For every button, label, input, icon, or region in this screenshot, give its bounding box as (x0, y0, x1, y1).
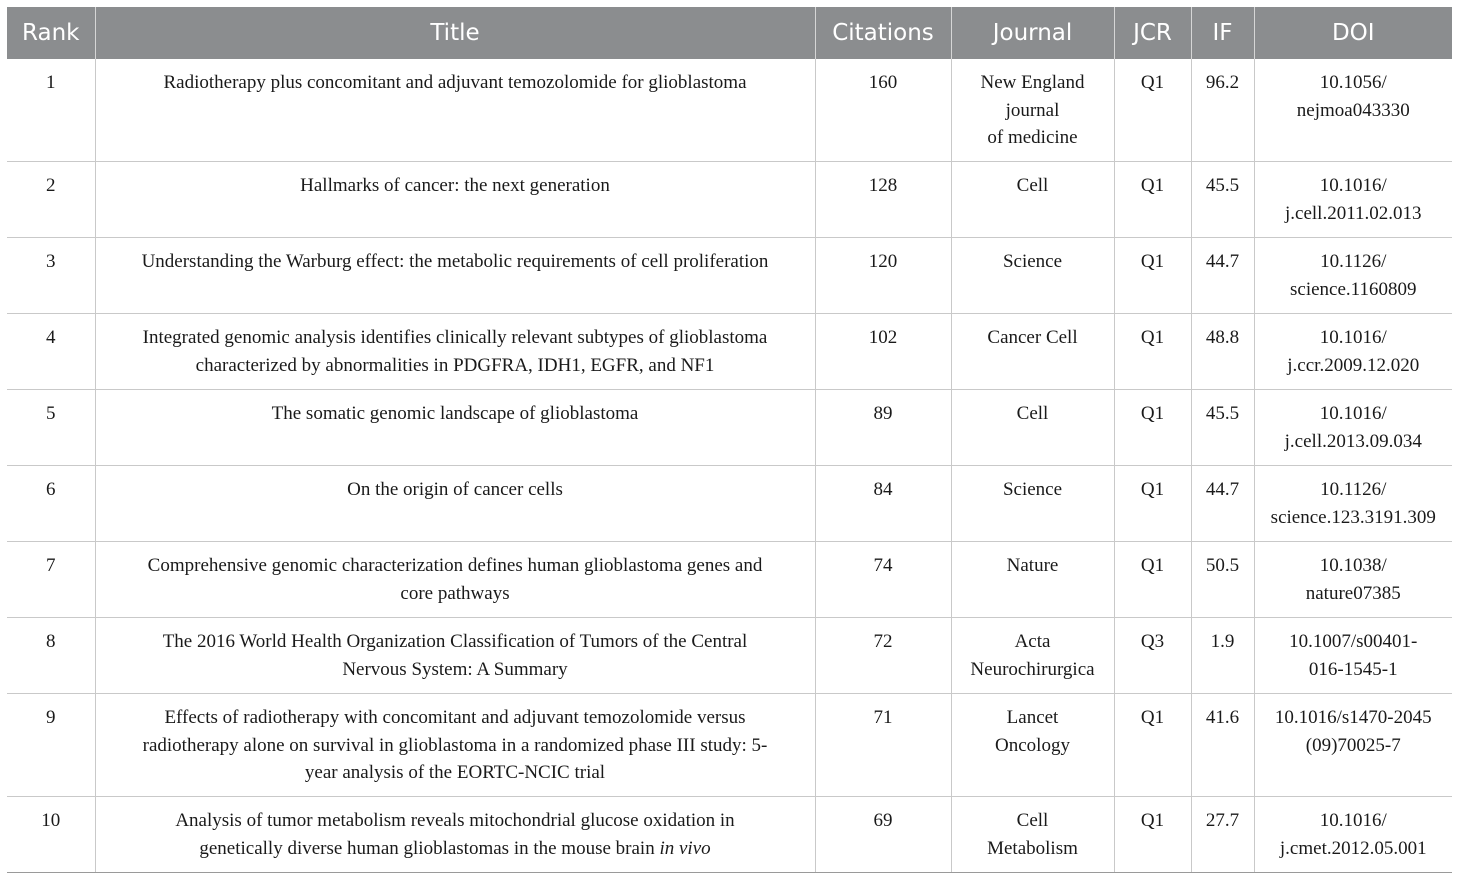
doi-line: j.cell.2011.02.013 (1285, 202, 1422, 224)
journal-line: Lancet (1006, 707, 1059, 728)
title-line: Radiotherapy plus concomitant and adjuvant temozolomide for glioblastoma (163, 72, 747, 93)
title-line: genetically diverse human glioblastomas in the mouse brain (199, 837, 660, 859)
doi-cell (1254, 797, 1452, 873)
header-title: Title (95, 7, 815, 59)
title-italic-term: in vivo (659, 837, 711, 859)
journal-line: Cancer Cell (987, 327, 1078, 348)
title-line: radiotherapy alone on survival in glioblastoma in a randomized phase III study: 5- (142, 734, 768, 756)
citations-cell: 71 (815, 694, 951, 797)
doi-cell (1254, 694, 1452, 797)
title-line: The 2016 World Health Organization Classification of Tumors of the Central (162, 631, 748, 652)
journal-line: Cell (1016, 403, 1049, 424)
title-line: Analysis of tumor metabolism reveals mitochondrial glucose oxidation in (175, 810, 735, 831)
header-journal: Journal (951, 7, 1114, 59)
doi-line: 10.1126/ (1320, 479, 1387, 500)
journal-cell (951, 542, 1114, 618)
journal-line: Neurochirurgica (970, 658, 1095, 680)
journal-line: Metabolism (987, 837, 1078, 859)
title-cell (95, 618, 815, 694)
rank-cell: 8 (7, 618, 95, 694)
header-if: IF (1191, 7, 1254, 59)
doi-line: 10.1016/s1470-2045 (1274, 707, 1432, 728)
table-row (7, 314, 1452, 390)
rank-cell: 3 (7, 238, 95, 314)
title-line: year analysis of the EORTC-NCIC trial (304, 762, 606, 784)
impact-factor-cell: 50.5 (1191, 542, 1254, 618)
journal-cell (951, 618, 1114, 694)
jcr-cell: Q1 (1114, 542, 1191, 618)
title-line: Nervous System: A Summary (342, 658, 568, 680)
rank-cell: 5 (7, 390, 95, 466)
journal-cell (951, 59, 1114, 162)
doi-cell (1254, 390, 1452, 466)
title-line: The somatic genomic landscape of glioblastoma (271, 403, 639, 424)
rank-cell: 1 (7, 59, 95, 162)
rank-cell: 2 (7, 162, 95, 238)
journal-cell (951, 466, 1114, 542)
table-header (7, 7, 1452, 59)
table-row (7, 162, 1452, 238)
jcr-cell: Q1 (1114, 466, 1191, 542)
citations-cell: 72 (815, 618, 951, 694)
doi-line: j.ccr.2009.12.020 (1287, 354, 1420, 376)
table-row (7, 542, 1452, 618)
journal-line: Oncology (995, 734, 1070, 756)
citations-cell: 120 (815, 238, 951, 314)
title-cell (95, 390, 815, 466)
doi-line: science.1160809 (1290, 278, 1417, 300)
title-line: Effects of radiotherapy with concomitant and adjuvant temozolomide versus (164, 707, 746, 728)
top-cited-papers-table (7, 7, 1452, 873)
title-line: Comprehensive genomic characterization defines human glioblastoma genes and (147, 555, 763, 576)
journal-line: Acta (1014, 631, 1051, 652)
journal-line: of medicine (987, 127, 1078, 149)
doi-cell (1254, 59, 1452, 162)
header-jcr: JCR (1114, 7, 1191, 59)
citations-cell: 102 (815, 314, 951, 390)
doi-line: j.cell.2013.09.034 (1284, 430, 1422, 452)
impact-factor-cell: 1.9 (1191, 618, 1254, 694)
impact-factor-cell: 27.7 (1191, 797, 1254, 873)
jcr-cell: Q1 (1114, 162, 1191, 238)
table-body (7, 59, 1452, 873)
title-line: Integrated genomic analysis identifies clinically relevant subtypes of glioblastoma (142, 327, 768, 348)
title-line: On the origin of cancer cells (347, 479, 563, 500)
impact-factor-cell: 44.7 (1191, 466, 1254, 542)
title-cell (95, 694, 815, 797)
citations-cell: 89 (815, 390, 951, 466)
doi-line: 10.1016/ (1319, 810, 1387, 831)
table-row (7, 797, 1452, 873)
journal-cell (951, 314, 1114, 390)
doi-line: 016-1545-1 (1308, 658, 1398, 680)
doi-line: nature07385 (1305, 582, 1401, 604)
doi-line: 10.1038/ (1319, 555, 1387, 576)
table-row (7, 466, 1452, 542)
title-cell (95, 542, 815, 618)
doi-line: j.cmet.2012.05.001 (1279, 837, 1427, 859)
impact-factor-cell: 48.8 (1191, 314, 1254, 390)
jcr-cell: Q1 (1114, 390, 1191, 466)
jcr-cell: Q1 (1114, 797, 1191, 873)
impact-factor-cell: 45.5 (1191, 390, 1254, 466)
doi-line: 10.1016/ (1319, 403, 1387, 424)
title-line: core pathways (400, 582, 510, 604)
title-line: Understanding the Warburg effect: the metabolic requirements of cell proliferation (141, 251, 769, 272)
table-row (7, 618, 1452, 694)
doi-line: (09)70025-7 (1305, 734, 1401, 756)
journal-line: Cell (1016, 175, 1049, 196)
title-cell (95, 59, 815, 162)
doi-line: 10.1007/s00401- (1289, 631, 1418, 652)
table-row (7, 238, 1452, 314)
table-row (7, 59, 1452, 162)
header-doi: DOI (1254, 7, 1452, 59)
journal-line: Science (1002, 479, 1063, 500)
doi-line: 10.1056/ (1319, 72, 1387, 93)
journal-cell (951, 162, 1114, 238)
journal-line: journal (1005, 99, 1060, 121)
impact-factor-cell: 45.5 (1191, 162, 1254, 238)
header-row (7, 7, 1452, 59)
rank-cell: 9 (7, 694, 95, 797)
table-row (7, 390, 1452, 466)
journal-line: Nature (1006, 555, 1059, 576)
title-cell (95, 314, 815, 390)
rank-cell: 6 (7, 466, 95, 542)
impact-factor-cell: 41.6 (1191, 694, 1254, 797)
title-cell (95, 466, 815, 542)
doi-line: nejmoa043330 (1296, 99, 1410, 121)
title-line-wrap (104, 835, 807, 863)
doi-cell (1254, 238, 1452, 314)
citations-cell: 128 (815, 162, 951, 238)
jcr-cell: Q1 (1114, 59, 1191, 162)
title-cell (95, 238, 815, 314)
citations-cell: 84 (815, 466, 951, 542)
rank-cell: 10 (7, 797, 95, 873)
title-line: characterized by abnormalities in PDGFRA, IDH1, EGFR, and NF1 (195, 354, 715, 376)
doi-cell (1254, 314, 1452, 390)
impact-factor-cell: 44.7 (1191, 238, 1254, 314)
doi-line: science.123.3191.309 (1270, 506, 1436, 528)
doi-line: 10.1016/ (1319, 175, 1387, 196)
journal-cell (951, 238, 1114, 314)
jcr-cell: Q1 (1114, 238, 1191, 314)
journal-line: New England (980, 72, 1085, 93)
header-citations: Citations (815, 7, 951, 59)
jcr-cell: Q3 (1114, 618, 1191, 694)
journal-cell (951, 694, 1114, 797)
title-cell (95, 797, 815, 873)
jcr-cell: Q1 (1114, 314, 1191, 390)
journal-line: Science (1002, 251, 1063, 272)
doi-line: 10.1126/ (1320, 251, 1387, 272)
doi-cell (1254, 618, 1452, 694)
journal-cell (951, 390, 1114, 466)
citations-cell: 160 (815, 59, 951, 162)
citations-cell: 69 (815, 797, 951, 873)
impact-factor-cell: 96.2 (1191, 59, 1254, 162)
journal-line: Cell (1016, 810, 1049, 831)
journal-cell (951, 797, 1114, 873)
jcr-cell: Q1 (1114, 694, 1191, 797)
doi-cell (1254, 162, 1452, 238)
citations-cell: 74 (815, 542, 951, 618)
rank-cell: 4 (7, 314, 95, 390)
title-line: Hallmarks of cancer: the next generation (300, 175, 610, 196)
doi-cell (1254, 542, 1452, 618)
doi-line: 10.1016/ (1319, 327, 1387, 348)
rank-cell: 7 (7, 542, 95, 618)
citation-table-container (7, 7, 1452, 873)
table-row (7, 694, 1452, 797)
header-rank: Rank (7, 7, 95, 59)
title-cell (95, 162, 815, 238)
doi-cell (1254, 466, 1452, 542)
